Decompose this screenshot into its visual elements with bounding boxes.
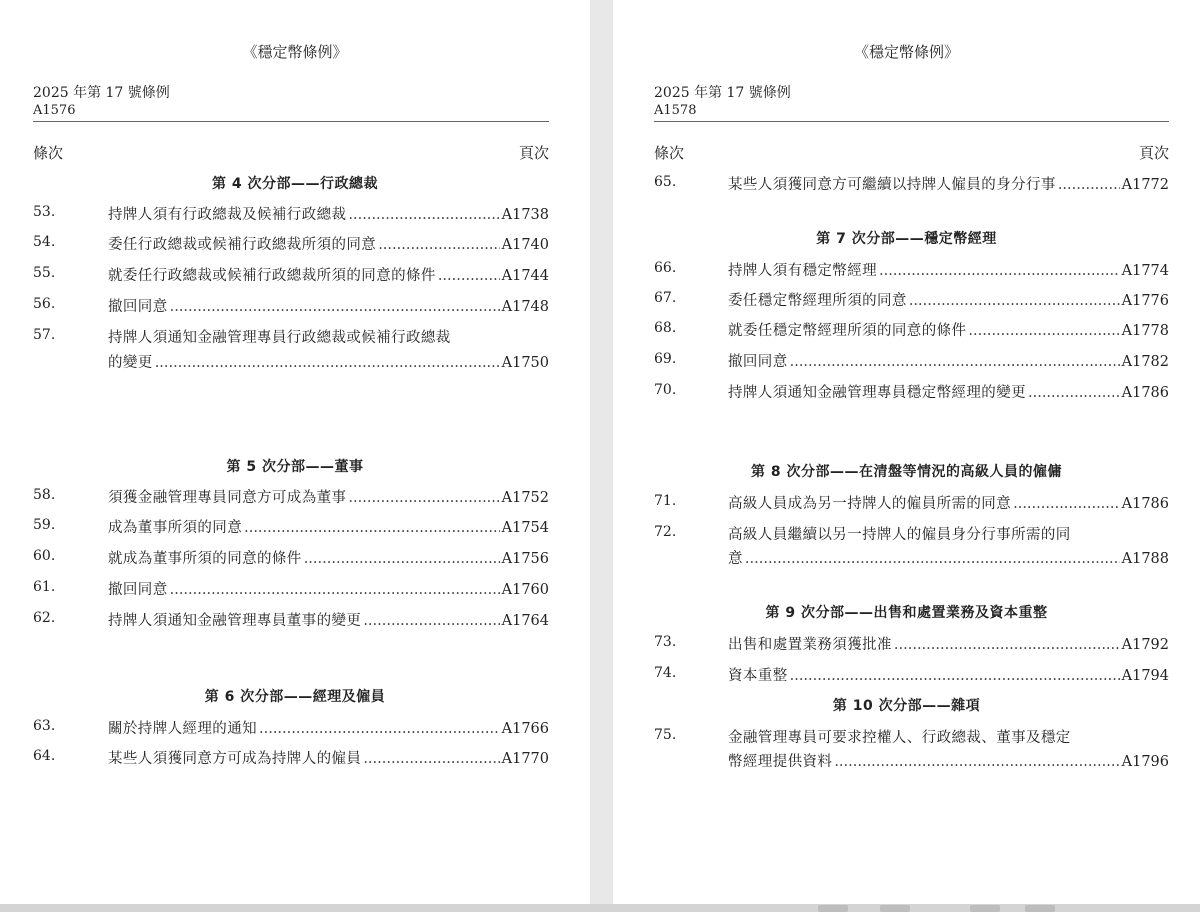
section-number: 63. [33,718,56,734]
toc-entry-page: A1748 [501,299,549,315]
toc-entry-page: A1786 [1121,496,1169,512]
section-number: 72. [654,524,677,540]
toc-entry[interactable] [108,233,549,254]
toc-entry-page: A1750 [501,355,549,371]
section-number: 73. [654,634,677,650]
toc-entry-title: 某些人須獲同意方可繼續以持牌人僱員的身分行事 [728,177,1056,193]
toc-entry[interactable] [108,547,549,568]
toc-entry-title: 幣經理提供資料 [728,754,833,770]
toc-entry[interactable] [728,664,1169,685]
scrollbar-thumb[interactable] [880,905,910,912]
toc-entry-title: 就成為董事所須的同意的條件 [108,551,302,567]
ordinance-title: 《穩定幣條例》 [242,43,348,61]
scrollbar-thumb[interactable] [818,905,848,912]
section-number: 56. [33,296,56,312]
scrollbar-thumb[interactable] [1025,905,1055,912]
toc-entry[interactable] [108,578,549,599]
section-number: 58. [33,487,56,503]
toc-entry[interactable] [728,547,1169,568]
toc-entry-title-line1: 持牌人須通知金融管理專員行政總裁或候補行政總裁 [108,330,451,346]
dot-leader [745,551,1120,567]
page-code: A1578 [654,103,697,118]
section-number: 57. [33,327,56,343]
dot-leader [304,551,500,567]
column-heading-page: 頁次 [519,144,550,162]
toc-entry-title: 須獲金融管理專員同意方可成為董事 [108,490,347,506]
section-number: 55. [33,265,56,281]
toc-entry[interactable] [108,747,549,768]
toc-entry-page: A1770 [501,751,549,767]
toc-entry[interactable] [728,319,1169,340]
toc-entry-page: A1752 [501,490,549,506]
page-gutter [590,0,613,904]
dot-leader [894,637,1120,653]
toc-entry[interactable] [108,351,549,372]
toc-entry[interactable] [108,516,549,537]
toc-entry[interactable] [108,609,549,630]
toc-entry-page: A1738 [501,207,549,223]
toc-entry-title: 就委任行政總裁或候補行政總裁所須的同意的條件 [108,268,436,284]
dot-leader [909,293,1120,309]
toc-entry-page: A1764 [501,613,549,629]
page-code: A1576 [33,103,76,118]
ordinance-title: 《穩定幣條例》 [853,43,959,61]
toc-entry-page: A1776 [1121,293,1169,309]
toc-entry-page: A1778 [1121,323,1169,339]
toc-entry-title: 關於持牌人經理的通知 [108,721,257,737]
toc-entry[interactable] [108,486,549,507]
toc-entry-page: A1756 [501,551,549,567]
subdivision-heading: 第 4 次分部——行政總裁 [212,176,378,192]
dot-leader [1028,385,1120,401]
toc-entry[interactable] [728,750,1169,771]
toc-entry-title: 持牌人須通知金融管理專員董事的變更 [108,613,362,629]
dot-leader [834,754,1119,770]
toc-entry-page: A1772 [1121,177,1169,193]
toc-entry-page: A1786 [1121,385,1169,401]
toc-entry-title-line1: 金融管理專員可要求控權人、行政總裁、董事及穩定 [728,730,1071,746]
section-number: 69. [654,351,677,367]
section-number: 61. [33,579,56,595]
toc-entry-page: A1766 [501,721,549,737]
dot-leader [438,268,500,284]
toc-entry-page: A1760 [501,582,549,598]
section-number: 71. [654,493,677,509]
toc-entry-title: 高級人員成為另一持牌人的僱員所需的同意 [728,496,1012,512]
dot-leader [244,520,500,536]
horizontal-scrollbar[interactable] [0,904,1200,912]
toc-entry-title: 就委任穩定幣經理所須的同意的條件 [728,323,967,339]
subdivision-heading: 第 8 次分部——在清盤等情況的高級人員的僱傭 [751,464,1062,480]
toc-entry-title: 撤回同意 [108,582,168,598]
section-number: 59. [33,517,56,533]
toc-entry-page: A1792 [1121,637,1169,653]
toc-entry-page: A1744 [501,268,549,284]
subdivision-heading: 第 5 次分部——董事 [226,459,364,475]
toc-entry-title: 持牌人須通知金融管理專員穩定幣經理的變更 [728,385,1026,401]
dot-leader [348,207,499,223]
header-rule [33,121,549,122]
document-page-left [0,0,590,904]
section-number: 74. [654,665,677,681]
dot-leader [348,490,499,506]
dot-leader [170,299,500,315]
column-heading-page: 頁次 [1139,144,1170,162]
subdivision-heading: 第 7 次分部——穩定幣經理 [816,231,997,247]
section-number: 60. [33,548,56,564]
section-number: 65. [654,174,677,190]
toc-entry-title: 撤回同意 [728,354,788,370]
toc-entry-page: A1794 [1121,668,1169,684]
toc-entry-page: A1782 [1121,354,1169,370]
toc-entry[interactable] [108,717,549,738]
scrollbar-thumb[interactable] [970,905,1000,912]
toc-entry[interactable] [728,173,1169,194]
dot-leader [378,237,499,253]
toc-entry-title: 意 [728,551,743,567]
dot-leader [170,582,500,598]
document-page-right [613,0,1200,904]
toc-entry-title: 委任行政總裁或候補行政總裁所須的同意 [108,237,377,253]
dot-leader [790,668,1120,684]
toc-entry[interactable] [728,259,1169,280]
toc-entry[interactable] [108,203,549,224]
toc-entry-page: A1788 [1121,551,1169,567]
column-heading-section: 條次 [654,144,685,162]
section-number: 62. [33,610,56,626]
header-rule [654,121,1169,122]
toc-entry-title: 持牌人須有行政總裁及候補行政總裁 [108,207,347,223]
section-number: 66. [654,260,677,276]
section-number: 70. [654,382,677,398]
dot-leader [968,323,1119,339]
toc-entry[interactable] [108,295,549,316]
dot-leader [879,263,1120,279]
toc-entry-title: 持牌人須有穩定幣經理 [728,263,877,279]
ordinance-number: 2025 年第 17 號條例 [33,85,170,101]
subdivision-heading: 第 10 次分部——雜項 [832,698,981,714]
column-heading-section: 條次 [33,144,64,162]
dot-leader [1013,496,1120,512]
toc-entry-title: 資本重整 [728,668,788,684]
dot-leader [363,613,499,629]
dot-leader [259,721,500,737]
toc-entry-title-line1: 高級人員繼續以另一持牌人的僱員身分行事所需的同 [728,527,1071,543]
dot-leader [363,751,499,767]
section-number: 53. [33,204,56,220]
toc-entry[interactable] [728,350,1169,371]
section-number: 64. [33,748,56,764]
toc-entry-page: A1796 [1121,754,1169,770]
dot-leader [155,355,500,371]
toc-entry[interactable] [108,264,549,285]
dot-leader [1058,177,1120,193]
toc-entry-title: 成為董事所須的同意 [108,520,243,536]
toc-entry-title: 撤回同意 [108,299,168,315]
toc-entry-page: A1754 [501,520,549,536]
subdivision-heading: 第 9 次分部——出售和處置業務及資本重整 [765,605,1048,621]
section-number: 68. [654,320,677,336]
toc-entry[interactable] [728,492,1169,513]
section-number: 54. [33,234,56,250]
toc-entry-page: A1774 [1121,263,1169,279]
ordinance-number: 2025 年第 17 號條例 [654,85,791,101]
toc-entry[interactable] [728,381,1169,402]
toc-entry-page: A1740 [501,237,549,253]
section-number: 67. [654,290,677,306]
toc-entry[interactable] [728,633,1169,654]
section-number: 75. [654,727,677,743]
toc-entry[interactable] [728,289,1169,310]
dot-leader [790,354,1120,370]
toc-entry-title: 的變更 [108,355,153,371]
toc-entry-title: 某些人須獲同意方可成為持牌人的僱員 [108,751,362,767]
subdivision-heading: 第 6 次分部——經理及僱員 [204,689,386,705]
toc-entry-title: 委任穩定幣經理所須的同意 [728,293,907,309]
toc-entry-title: 出售和處置業務須獲批准 [728,637,892,653]
